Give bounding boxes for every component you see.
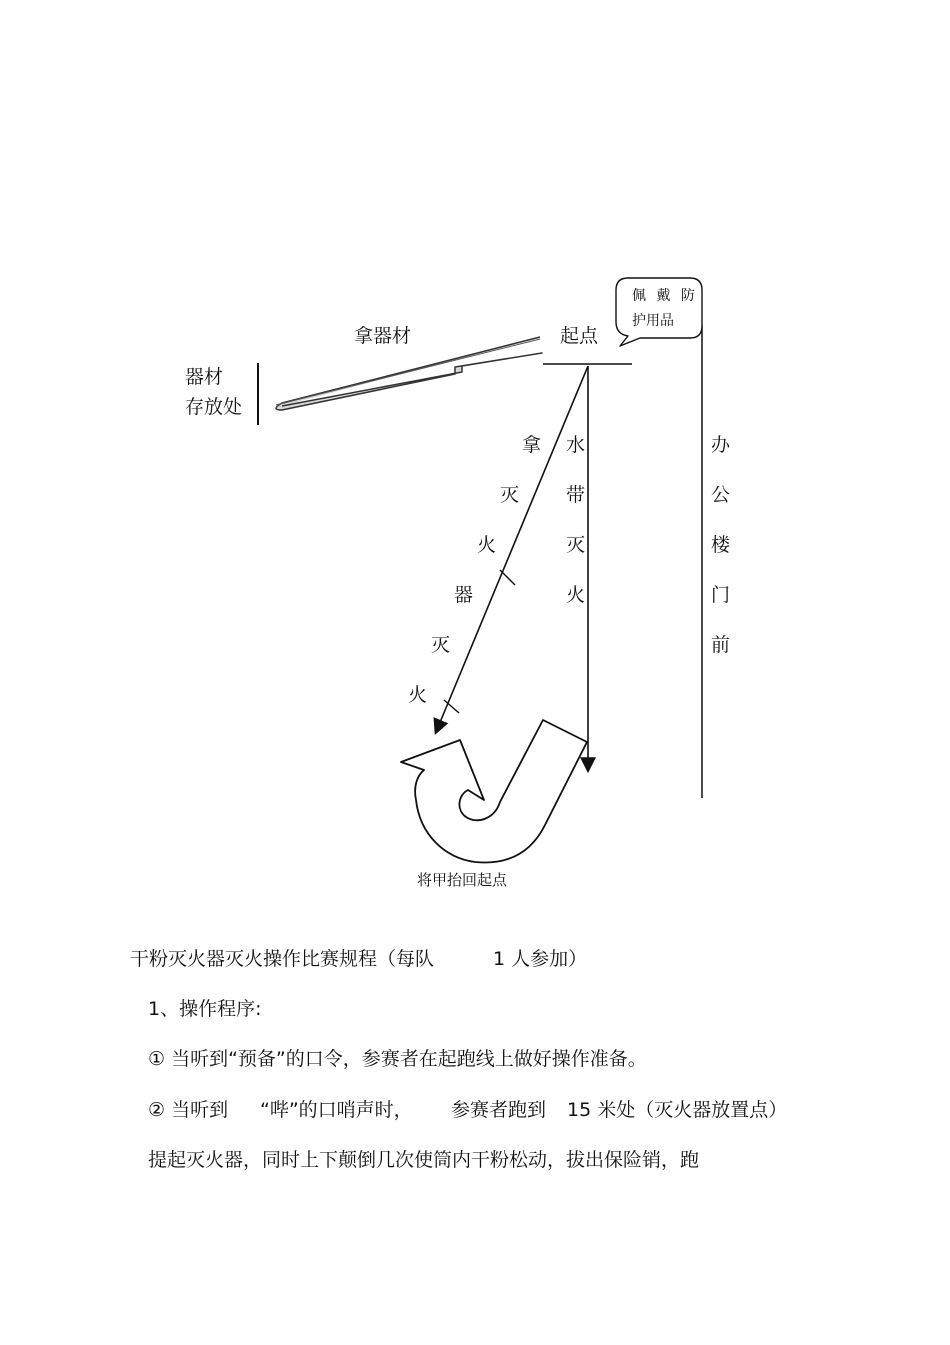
carry-back-label: 将甲抬回起点	[417, 871, 508, 889]
extinguisher-tick-1	[500, 570, 515, 585]
step-2-continuation: 提起灭火器，同时上下颠倒几次使筒内干粉松动，拔出保险销，跑	[148, 1149, 700, 1171]
office-door-char: 公	[711, 484, 731, 506]
extinguisher-path-char: 器	[454, 584, 474, 606]
office-door-char: 办	[711, 434, 731, 456]
hose-path-char: 水	[566, 434, 586, 456]
section-heading: 1、操作程序:	[148, 998, 262, 1020]
extinguisher-path-char: 火	[408, 684, 428, 706]
office-door-char: 楼	[711, 534, 731, 556]
fetch-equipment-label: 拿器材	[354, 325, 412, 347]
extinguisher-path-char: 灭	[500, 484, 520, 506]
step-2-part-c: 参赛者跑到	[451, 1099, 547, 1121]
rules-title: 干粉灭火器灭火操作比赛规程（每队	[130, 948, 435, 970]
step-2-part-d: 15 米处（灭火器放置点）	[567, 1099, 788, 1121]
u-turn-arrow	[401, 720, 587, 863]
extinguisher-path-char: 拿	[522, 434, 542, 456]
start-point-label: 起点	[560, 325, 599, 347]
rules-title-count: 1 人参加）	[493, 948, 588, 970]
storage-label-line1: 器材	[185, 366, 224, 388]
extinguisher-path-char: 灭	[431, 634, 451, 656]
fetch-equipment-arrow	[276, 337, 542, 410]
step-2-part-b: “哔”的口哨声时，	[260, 1099, 413, 1121]
office-door-char: 前	[711, 634, 731, 656]
office-door-char: 门	[711, 584, 731, 606]
hose-path-char: 带	[566, 484, 586, 506]
hose-path-char: 火	[566, 584, 586, 606]
step-1: ① 当听到“预备”的口令，参赛者在起跑线上做好操作准备。	[148, 1048, 647, 1070]
storage-label-line2: 存放处	[185, 396, 243, 418]
fetch-equipment-arrow-edge	[276, 339, 540, 405]
hose-path-char: 灭	[566, 534, 586, 556]
ppe-note-line1: 佩 戴 防	[632, 288, 698, 304]
ppe-note-line2: 护用品	[632, 313, 674, 329]
step-2-part-a: ② 当听到	[148, 1099, 229, 1121]
extinguisher-path-char: 火	[477, 534, 497, 556]
